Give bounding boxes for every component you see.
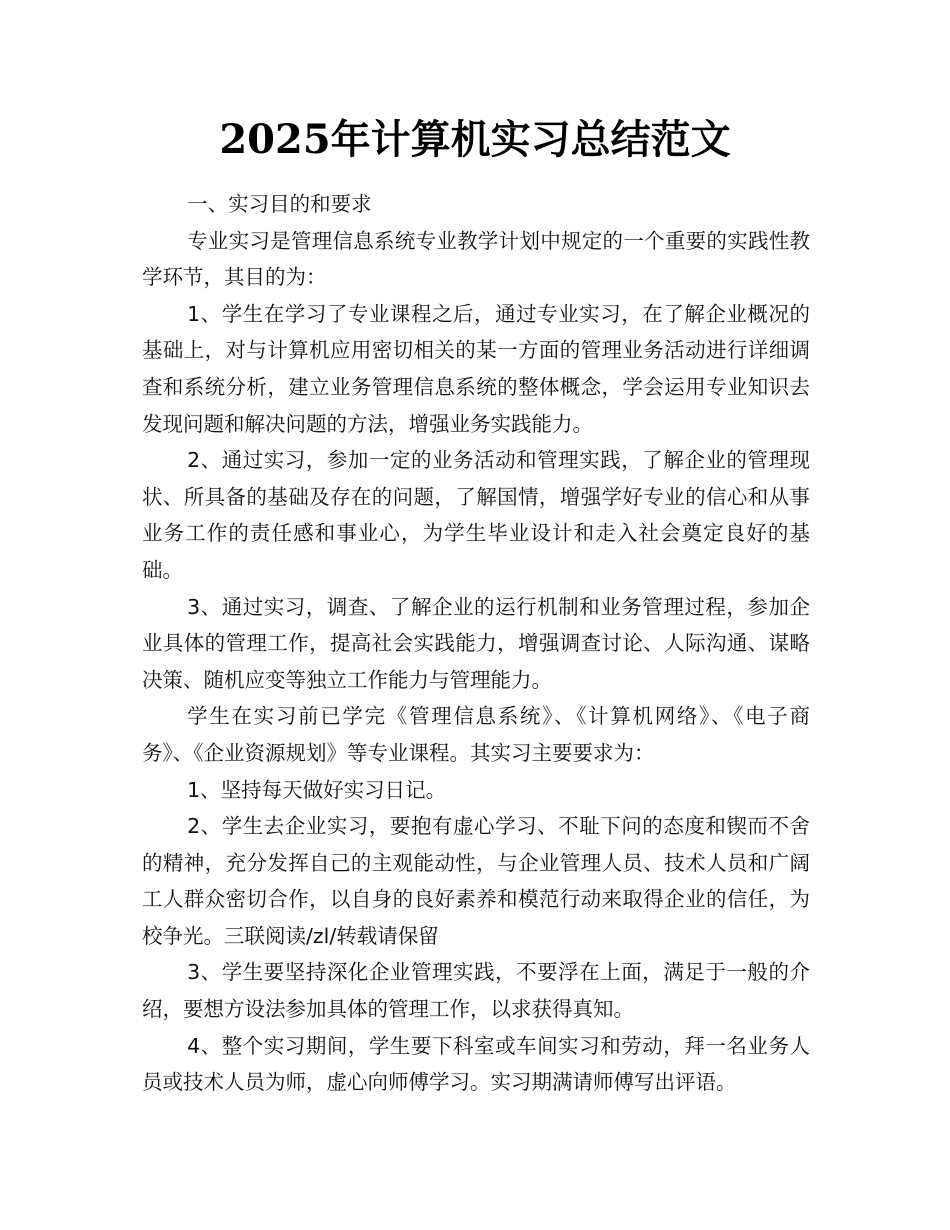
paragraph-purpose-3: 3、通过实习，调查、了解企业的运行机制和业务管理过程，参加企业具体的管理工作，提高社会实践能力，增强调查讨论、人际沟通、谋略决策、随机应变等独立工作能力与管理能力。 (142, 594, 810, 692)
paragraph-requirement-2: 2、学生去企业实习，要抱有虚心学习、不耻下问的态度和锲而不舍的精神，充分发挥自己的主观能动性，与企业管理人员、技术人员和广阔工人群众密切合作，以自身的良好素养和模范行动来取得企业的信任，为校争光。三联阅读/zl/转载请保留 (142, 814, 810, 948)
paragraph-requirement-1: 1、坚持每天做好实习日记。 (187, 777, 447, 802)
paragraph-purpose-1: 1、学生在学习了专业课程之后，通过专业实习，在了解企业概况的基础上，对与计算机应用密切相关的某一方面的管理业务活动进行详细调查和系统分析，建立业务管理信息系统的整体概念，学会运用专业知识去发现问题和解决问题的方法，增强业务实践能力。 (142, 301, 810, 436)
paragraph-purpose-2: 2、通过实习，参加一定的业务活动和管理实践，了解企业的管理现状、所具备的基础及存在的问题，了解国情，增强学好专业的信心和从事业务工作的责任感和事业心，为学生毕业设计和走入社会奠定良好的基础。 (142, 448, 810, 582)
paragraph-requirement-3: 3、学生要坚持深化企业管理实践，不要浮在上面，满足于一般的介绍，要想方设法参加具体的管理工作，以求获得真知。 (142, 960, 810, 1022)
paragraph-intro: 专业实习是管理信息系统专业教学计划中规定的一个重要的实践性教学环节，其目的为： (142, 228, 810, 290)
document-body (142, 186, 810, 1101)
document-title: 2025年计算机实习总结范文 (219, 116, 731, 163)
section-heading-purpose: 一、实习目的和要求 (187, 192, 372, 216)
paragraph-prerequisites: 学生在实习前已学完《管理信息系统》、《计算机网络》、《电子商务》、《企业资源规划》等专业课程。其实习主要要求为： (142, 704, 810, 765)
paragraph-requirement-4: 4、整个实习期间，学生要下科室或车间实习和劳动，拜一名业务人员或技术人员为师，虚心向师傅学习。实习期满请师傅写出评语。 (142, 1033, 810, 1095)
